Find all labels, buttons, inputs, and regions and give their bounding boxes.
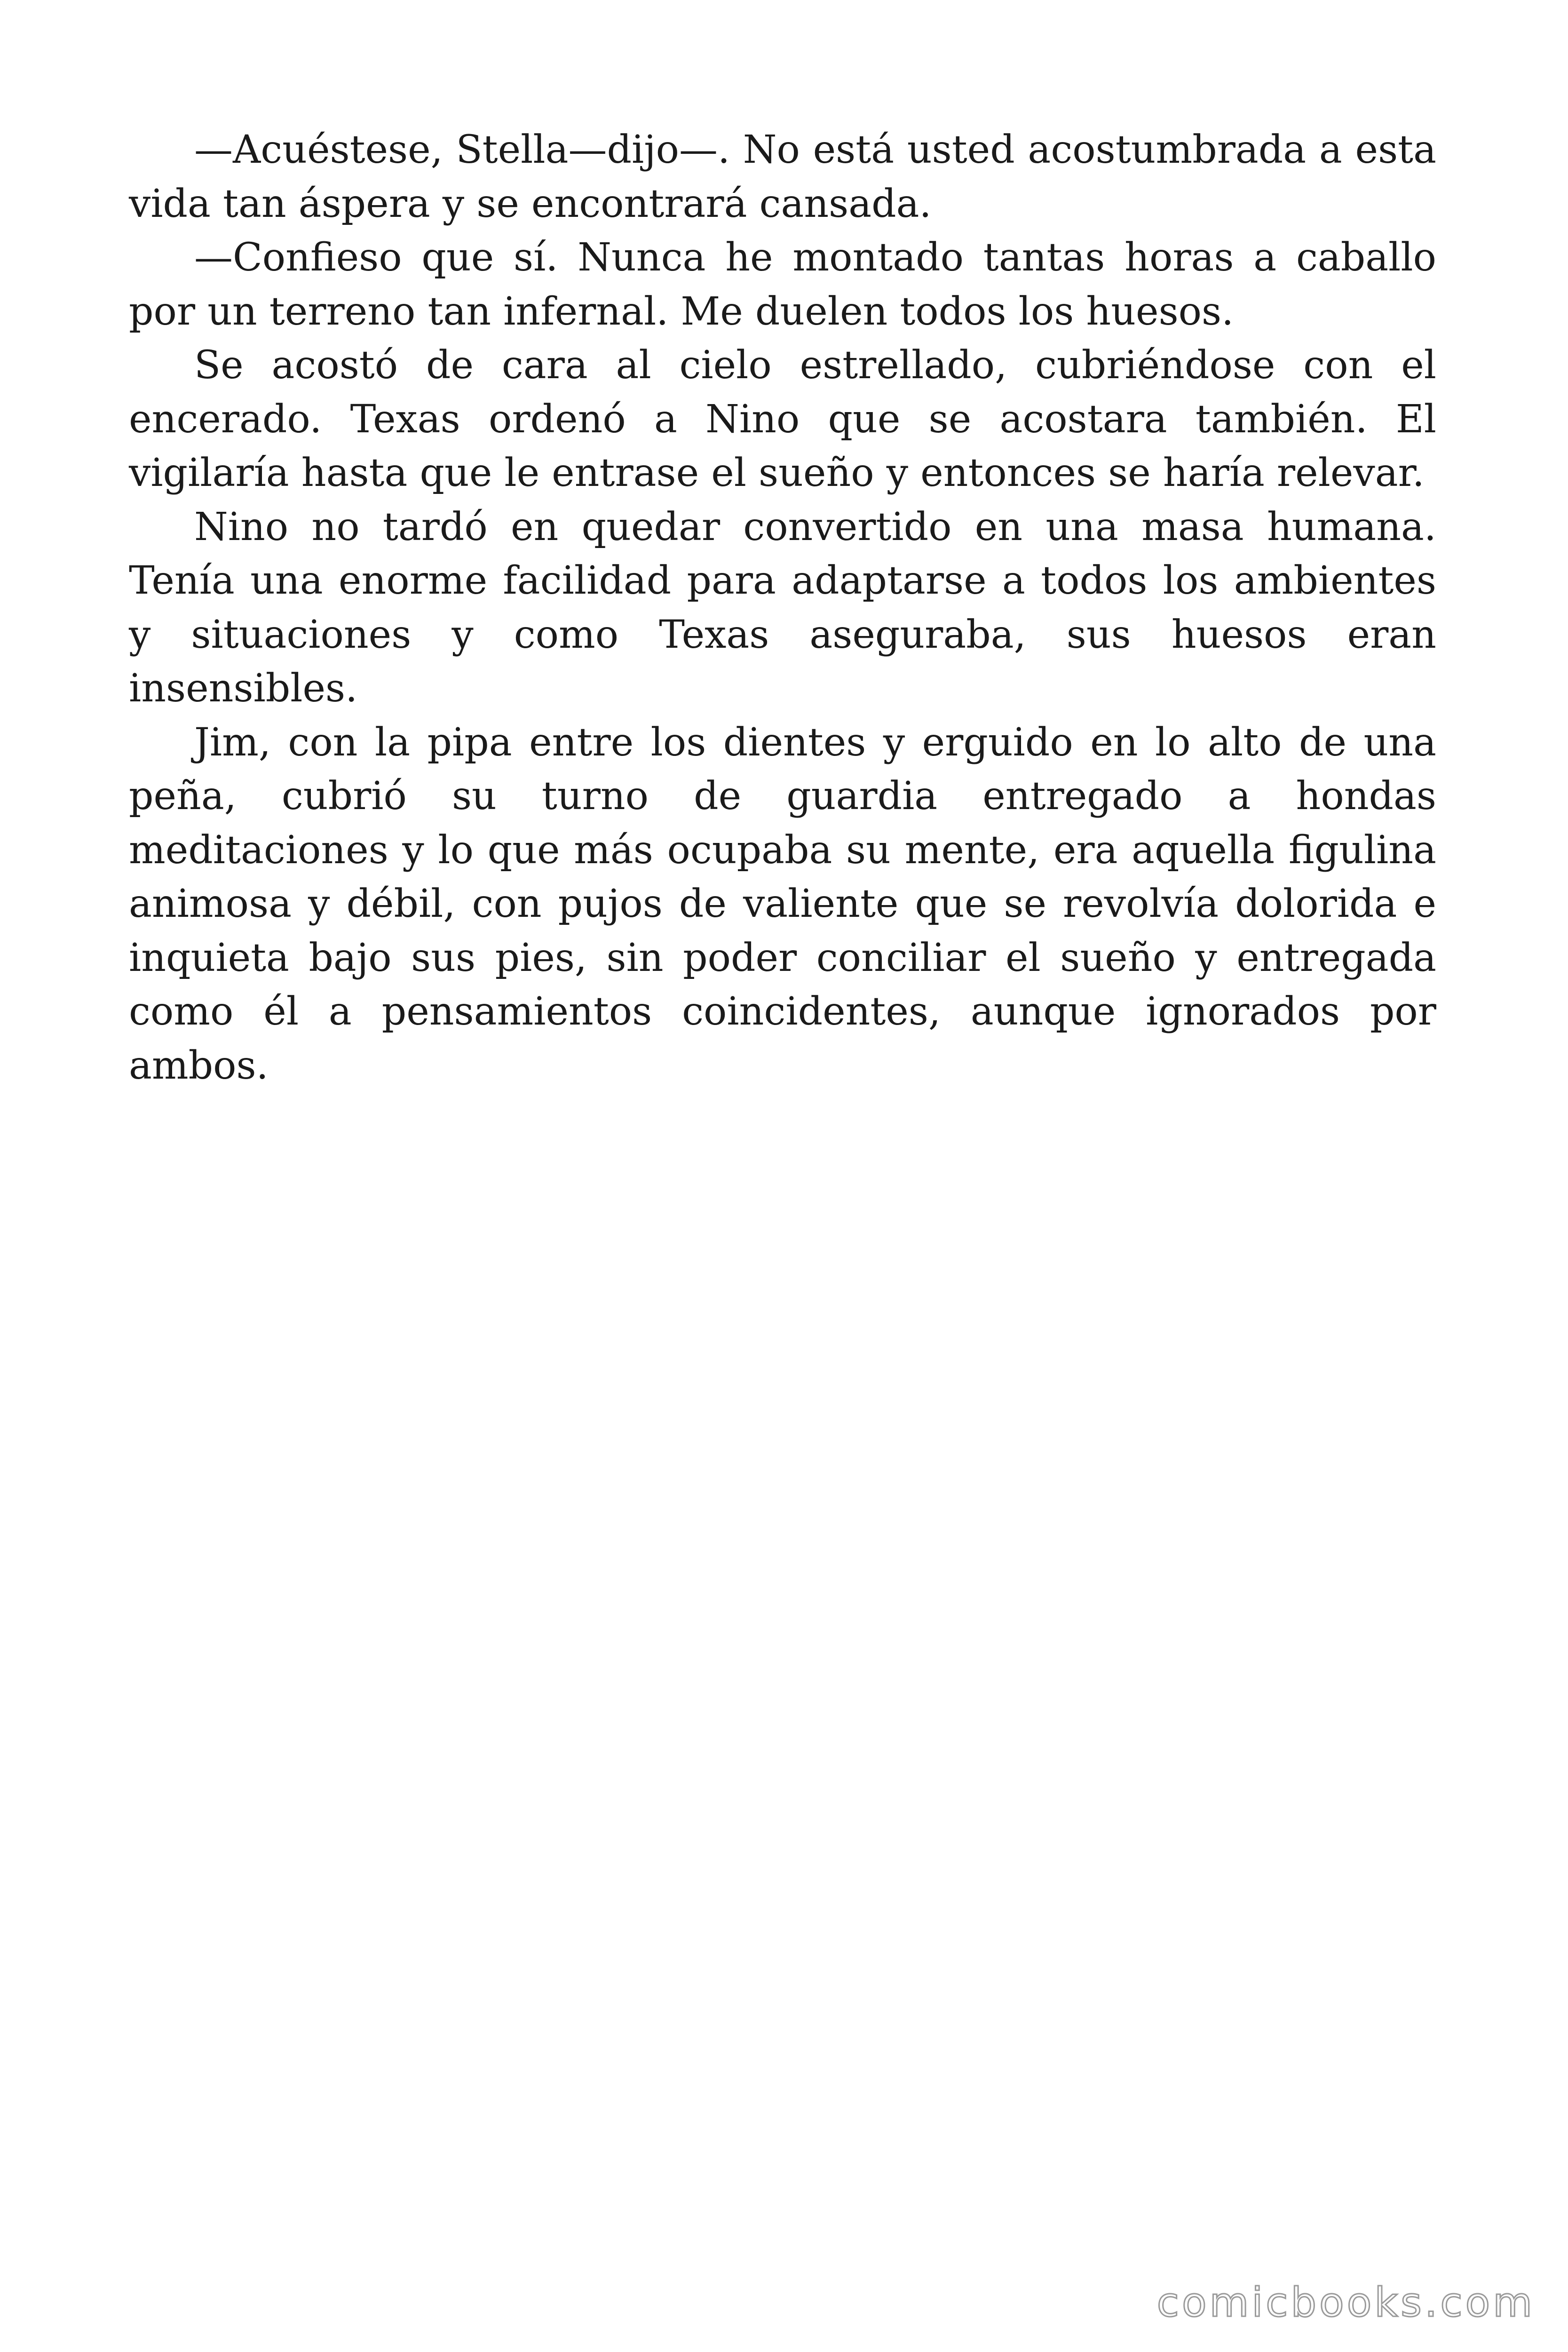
watermark: comicbooks.com <box>1156 2279 1535 2326</box>
paragraph-2: —Confieso que sí. Nunca he montado tantas horas a caballo por un terreno tan infernal. Me duelen todos los huesos. <box>129 235 1436 334</box>
paragraph-4: Nino no tardó en quedar convertido en una masa humana. Tenía una enorme facilidad para adaptarse a todos los ambientes y situaciones y como Texas aseguraba, sus huesos eran insensibles. <box>129 504 1436 711</box>
paragraph-1: —Acuéstese, Stella—dijo—. No está usted acostumbrada a esta vida tan áspera y se encontrará cansada. <box>129 127 1436 226</box>
paragraph-3: Se acostó de cara al cielo estrellado, cubriéndose con el encerado. Texas ordenó a Nino que se acostara también. El vigilaría hasta que le entrase el sueño y entonces se haría relevar. <box>129 343 1436 495</box>
paragraph-5: Jim, con la pipa entre los dientes y erguido en lo alto de una peña, cubrió su turno de guardia entregado a hondas meditaciones y lo que más ocupaba su mente, era aquella figulina animosa y débil, con pujos de valiente que se revolvía dolorida e inquieta bajo sus pies, sin poder conciliar el sueño y entregada como él a pensamientos coincidentes, aunque ignorados por ambos. <box>129 720 1436 1088</box>
body-text <box>129 123 1436 1093</box>
